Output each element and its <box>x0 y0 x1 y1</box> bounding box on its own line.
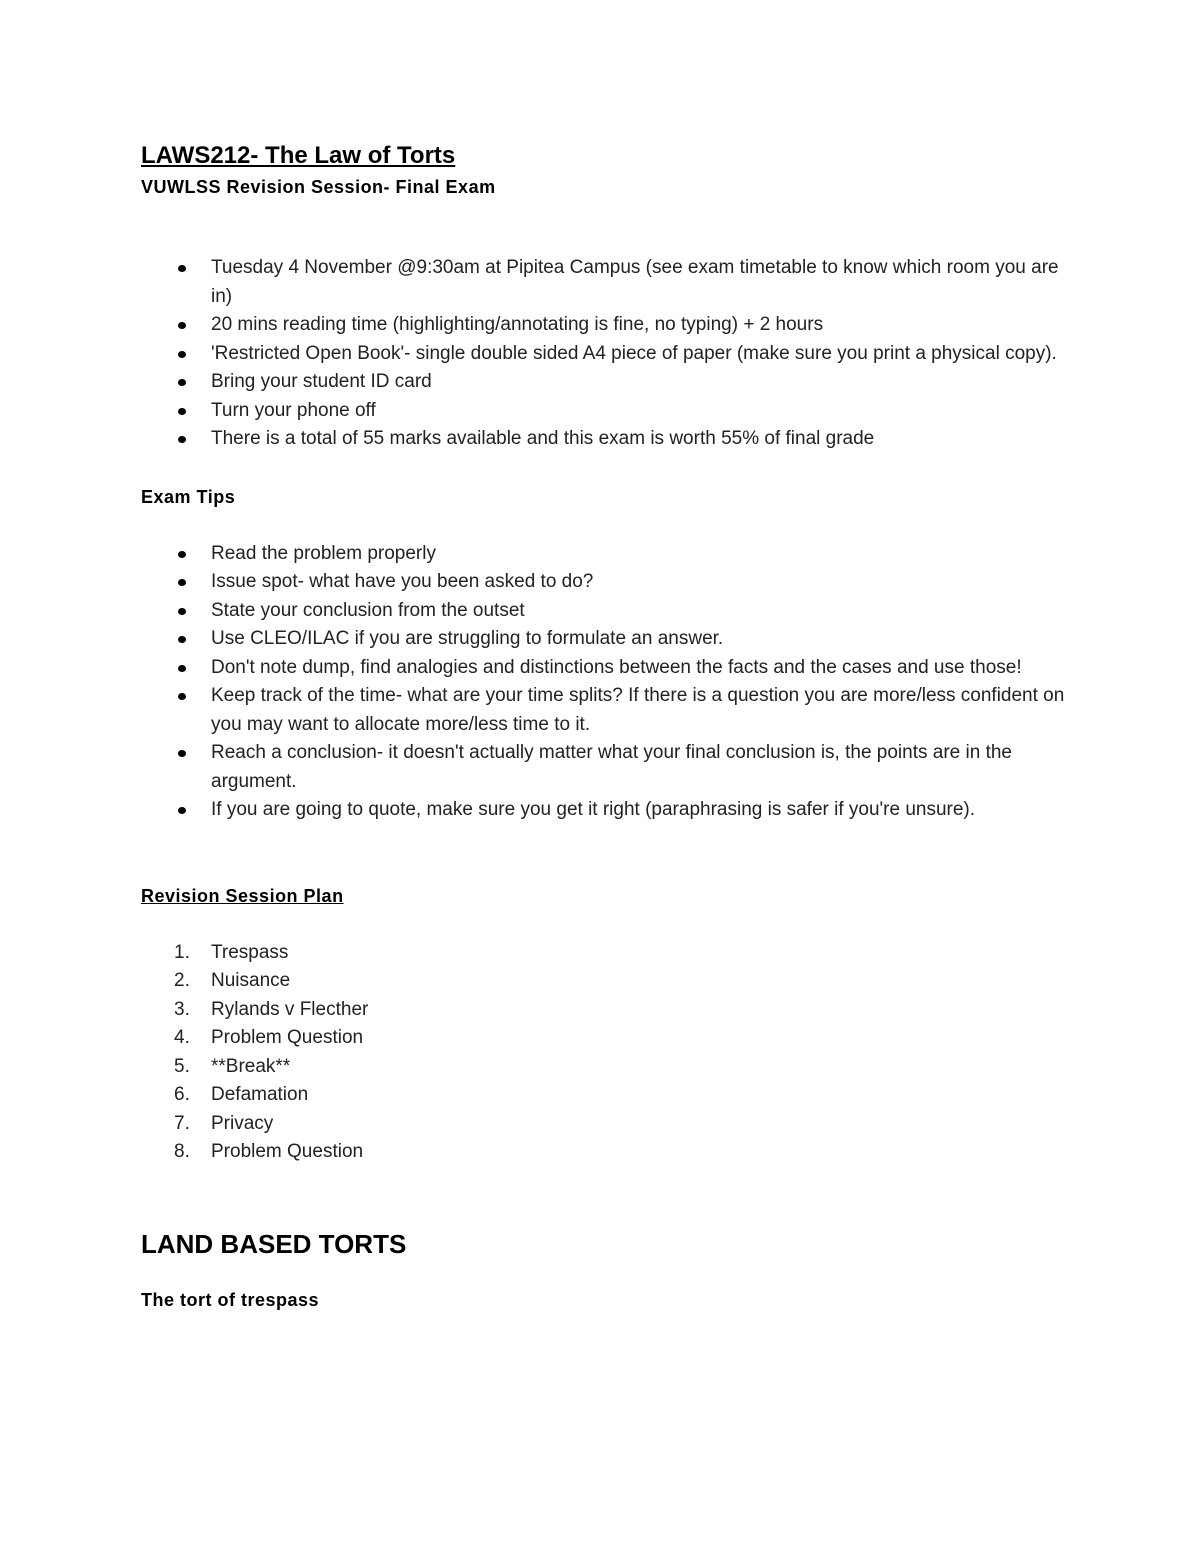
document-subtitle: VUWLSS Revision Session- Final Exam <box>141 177 496 197</box>
list-item: Tuesday 4 November @9:30am at Pipitea Campus (see exam timetable to know which room you are in) <box>141 254 1071 311</box>
list-item: Reach a conclusion- it doesn't actually matter what your final conclusion is, the points are in the argument. <box>141 739 1071 796</box>
list-item: There is a total of 55 marks available and this exam is worth 55% of final grade <box>141 425 1071 454</box>
exam-tips-list <box>141 540 1071 825</box>
bullet-icon <box>178 322 186 329</box>
list-item: 'Restricted Open Book'- single double sided A4 piece of paper (make sure you print a physical copy). <box>141 340 1071 369</box>
list-item: 5. **Break** <box>174 1055 291 1077</box>
bullet-icon <box>178 408 186 415</box>
list-item: Read the problem properly <box>141 540 1071 569</box>
list-item: If you are going to quote, make sure you get it right (paraphrasing is safer if you're unsure). <box>141 796 1071 825</box>
bullet-icon <box>178 807 186 814</box>
list-item: 6. Defamation <box>174 1084 309 1105</box>
exam-tips-heading: Exam Tips <box>141 486 236 507</box>
list-item: Bring your student ID card <box>141 368 1071 397</box>
trespass-heading: The tort of trespass <box>141 1289 320 1310</box>
list-item: Issue spot- what have you been asked to do? <box>141 568 1071 597</box>
list-item: 3. Rylands v Flecther <box>174 998 369 1020</box>
list-item: 7. Privacy <box>174 1112 274 1134</box>
bullet-icon <box>178 579 186 586</box>
document-title: LAWS212- The Law of Torts <box>141 142 456 169</box>
bullet-icon <box>178 351 186 358</box>
bullet-icon <box>178 379 186 386</box>
land-based-torts-heading: LAND BASED TORTS <box>141 1228 407 1259</box>
bullet-icon <box>178 608 186 615</box>
document-page <box>141 140 1071 1313</box>
exam-info-list <box>141 254 1071 454</box>
list-item: 2. Nuisance <box>174 970 291 991</box>
bullet-icon <box>178 436 186 443</box>
bullet-icon <box>178 636 186 643</box>
list-item: 20 mins reading time (highlighting/annotating is fine, no typing) + 2 hours <box>141 311 1071 340</box>
bullet-icon <box>178 265 186 272</box>
bullet-icon <box>178 750 186 757</box>
list-item: 8. Problem Question <box>174 1141 364 1162</box>
revision-plan-list <box>141 939 1071 1167</box>
list-item: 4. Problem Question <box>174 1027 364 1048</box>
list-item: Don't note dump, find analogies and distinctions between the facts and the cases and use those! <box>141 654 1071 683</box>
bullet-icon <box>178 551 186 558</box>
bullet-icon <box>178 693 186 700</box>
list-item: 1. Trespass <box>174 941 289 963</box>
list-item: Keep track of the time- what are your time splits? If there is a question you are more/less confident on you may want to allocate more/less time to it. <box>141 682 1071 739</box>
bullet-icon <box>178 665 186 672</box>
list-item: Use CLEO/ILAC if you are struggling to formulate an answer. <box>141 625 1071 654</box>
list-item: Turn your phone off <box>141 397 1071 426</box>
revision-plan-heading: Revision Session Plan <box>141 885 344 906</box>
list-item: State your conclusion from the outset <box>141 597 1071 626</box>
